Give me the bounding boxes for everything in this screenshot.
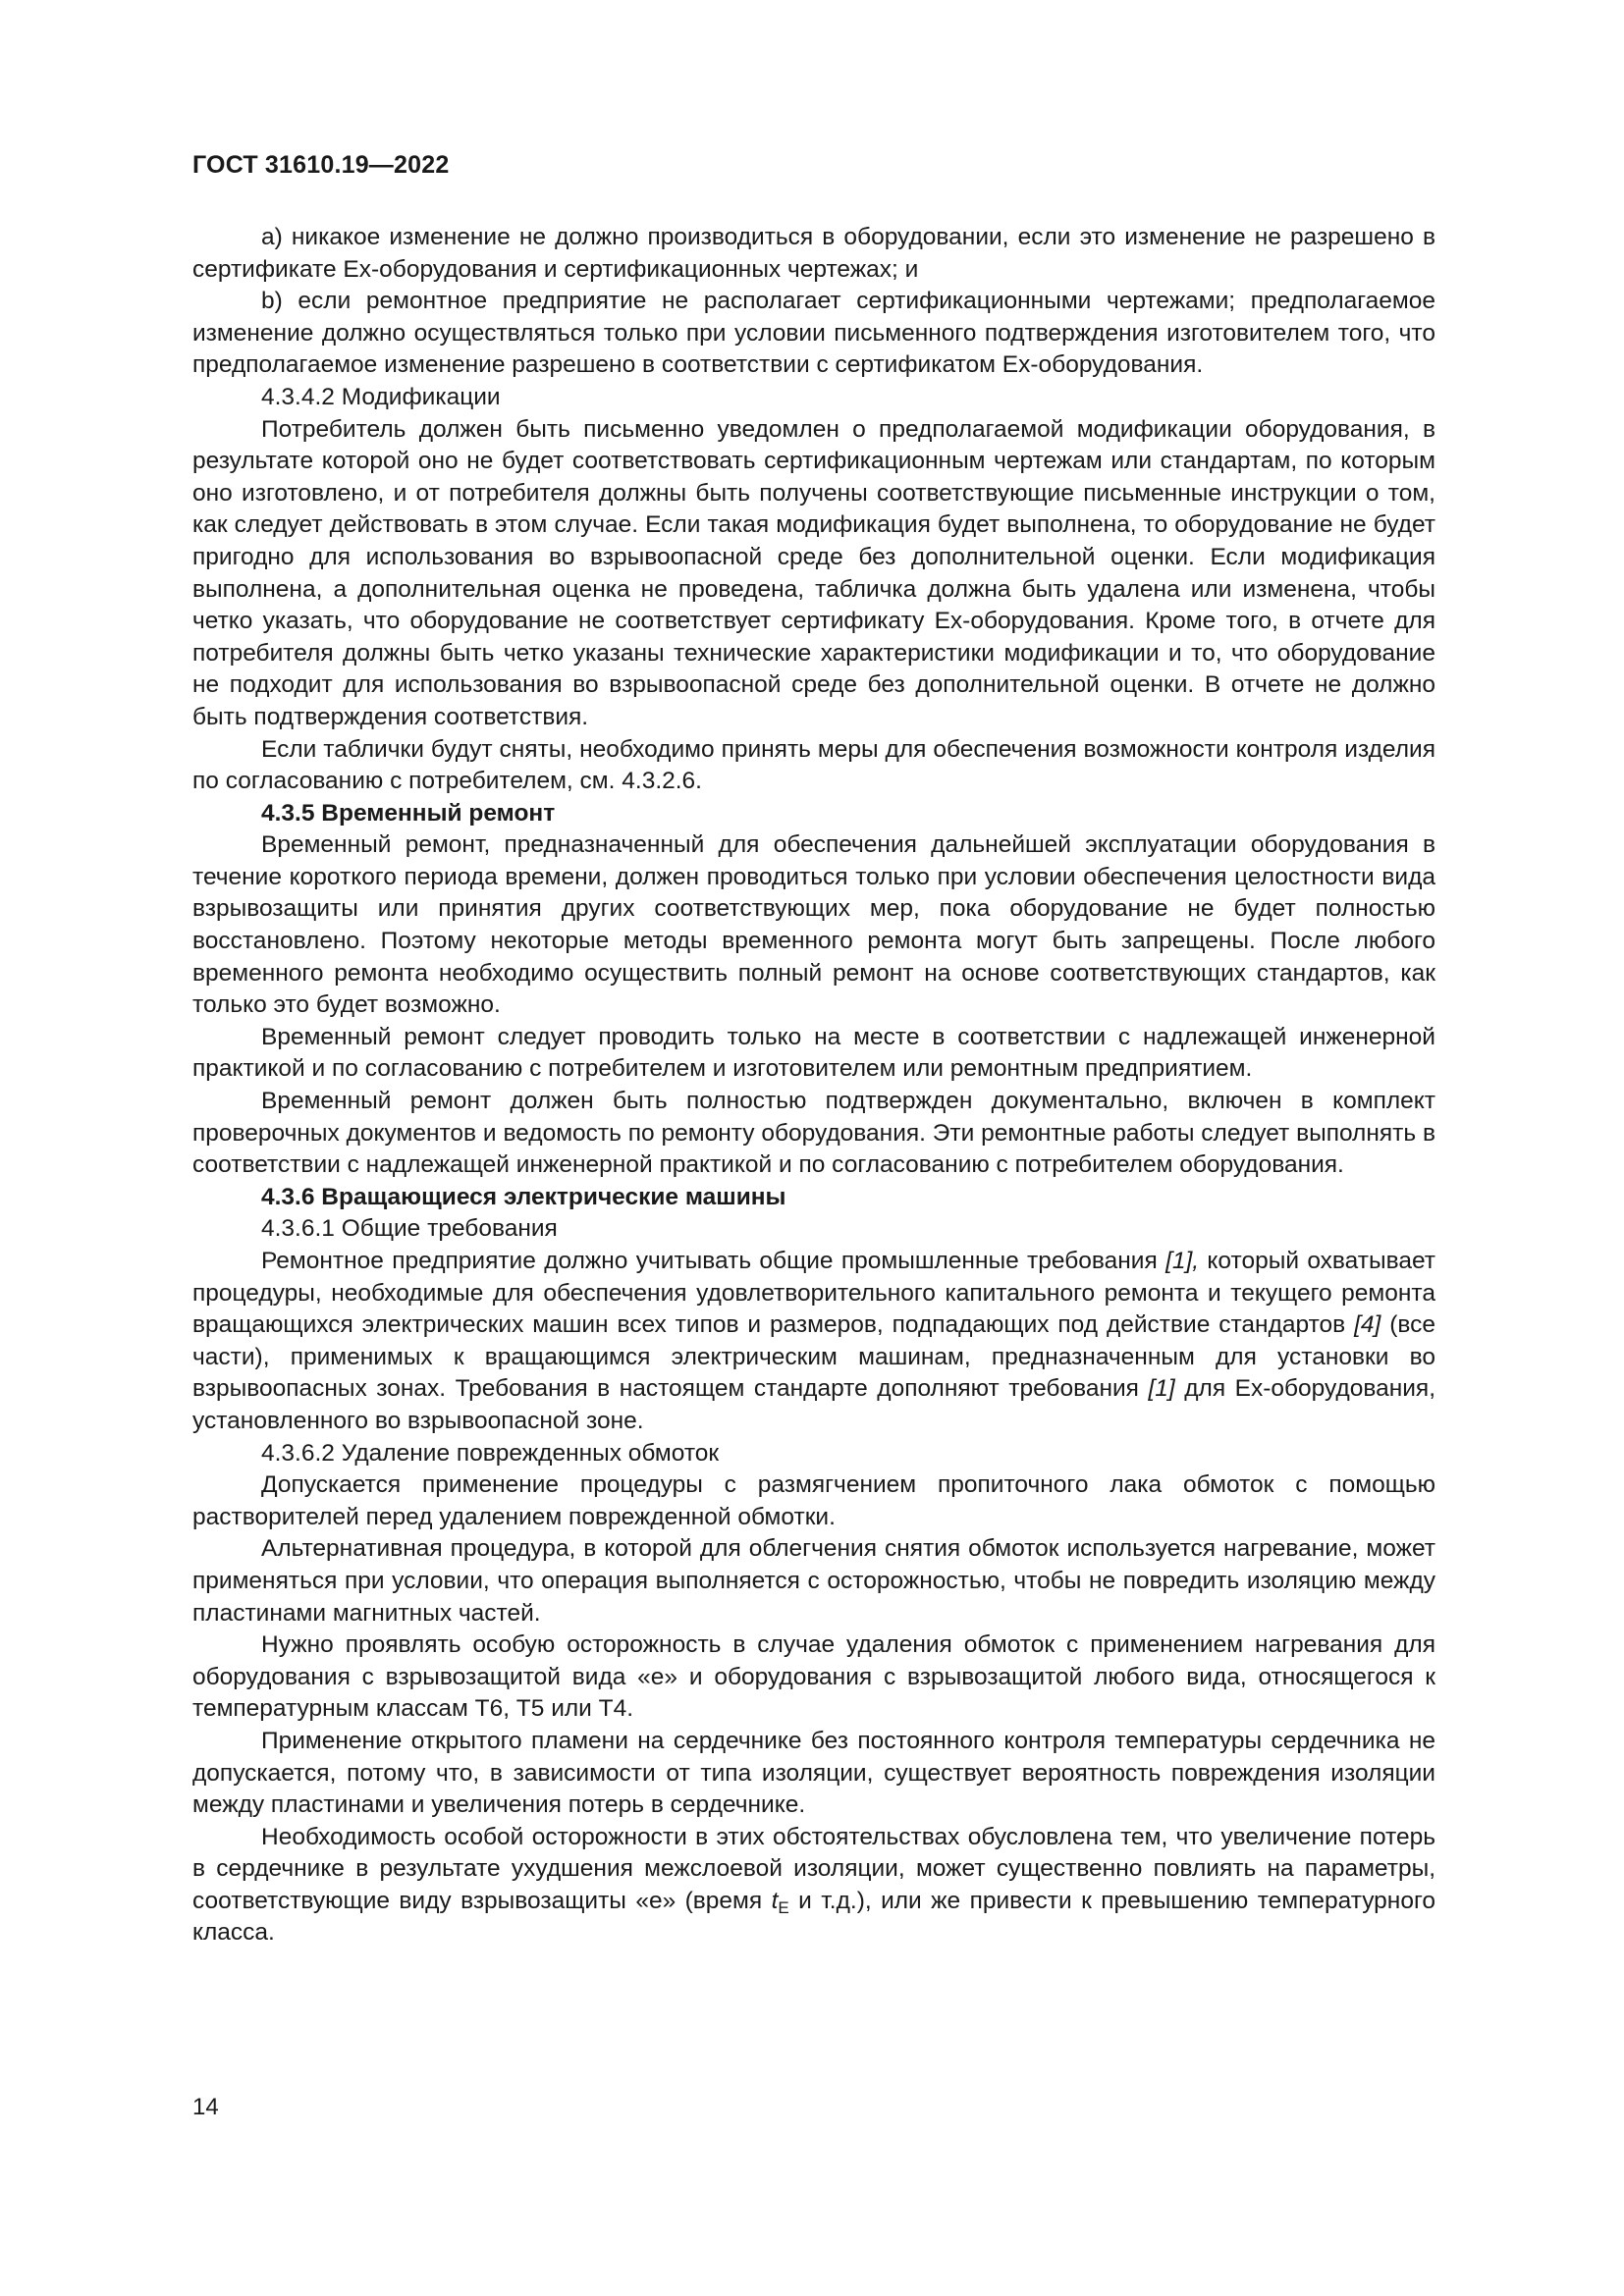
document-header: ГОСТ 31610.19—2022	[192, 151, 450, 179]
reference-4: [4]	[1354, 1311, 1381, 1339]
paragraph: Нужно проявлять особую осторожность в случае удаления обмоток с применением нагревания для оборудования с взрывозащитой вида «е» и оборудования с взрывозащитой любого вида, относящегося к температурным классам Т6, Т5 или Т4.	[192, 1631, 1435, 1723]
reference-1: [1],	[1165, 1248, 1200, 1274]
paragraph: Допускается применение процедуры с размягчением пропиточного лака обмоток с помощью растворителей перед удалением поврежденной обмотки.	[192, 1471, 1435, 1530]
paragraph: Временный ремонт должен быть полностью подтвержден документально, включен в комплект проверочных документов и ведомость по ремонту оборудования. Эти ремонтные работы следует выполнять в соответствии с надлежащей инженерной практикой и по согласованию с потребителем оборудования.	[192, 1088, 1435, 1179]
text-run: и т.д.), или же привести к превышению температурного класса.	[192, 1887, 1435, 1947]
text-run: для Ex-оборудования, установленного во взрывоопасной зоне.	[192, 1375, 1436, 1434]
section-heading-4-3-6: 4.3.6 Вращающиеся электрические машины	[261, 1183, 786, 1210]
paragraph: Временный ремонт, предназначенный для обеспечения дальнейшей эксплуатации оборудования в течение короткого периода времени, должен проводиться только при условии обеспечения целостности вида взрывозащиты или принятия других соответствующих мер, пока оборудование не будет полностью восстановлено. Поэтому некоторые методы временного ремонта могут быть запрещены. После любого временного ремонта необходимо осуществить полный ремонт на основе соответствующих стандартов, как только это будет возможно.	[192, 831, 1435, 1019]
list-item-b: b) если ремонтное предприятие не располагает сертификационными чертежами; предполагаемое изменение должно осуществляться только при условии письменного подтверждения изготовителем того, что предполагаемое изменение разрешено в соответствии с сертификатом Ex-оборудования.	[192, 288, 1435, 379]
text-run: (все части), применимых к вращающимся электрическим машинам, предназначенным для установки во взрывоопасных зонах. Требования в настоящем стандарте дополняют требования	[192, 1311, 1435, 1403]
paragraph: Применение открытого пламени на сердечнике без постоянного контроля температуры сердечника не допускается, потому что, в зависимости от типа изоляции, существует вероятность повреждения изоляции между пластинами и увеличения потерь в сердечнике.	[192, 1727, 1435, 1819]
text-run: Необходимость особой осторожности в этих обстоятельствах обусловлена тем, что увеличение потерь в сердечнике в результате ухудшения межслоевой изоляции, может существенно повлиять на параметры, соответствующие виду взрывозащиты «е» (время	[192, 1823, 1435, 1914]
page-number: 14	[192, 2094, 219, 2120]
paragraph: Если таблички будут сняты, необходимо принять меры для обеспечения возможности контроля изделия по согласованию с потребителем, см. 4.3.2.6.	[192, 735, 1435, 795]
paragraph: Временный ремонт следует проводить только на месте в соответствии с надлежащей инженерной практикой и по согласованию с потребителем и изготовителем или ремонтным предприятием.	[192, 1023, 1435, 1083]
paragraph-general-requirements	[192, 1246, 1435, 1438]
subsection-title-4-3-4-2: 4.3.4.2 Модификации	[261, 383, 501, 410]
paragraph: Потребитель должен быть письменно уведомлен о предполагаемой модификации оборудования, в результате которой оно не будет соответствовать сертификационным чертежам или стандартам, по которым оно изготовлено, и от потребителя должны быть получены соответствующие письменные инструкции о том, как следует действовать в этом случае. Если такая модификация будет выполнена, то оборудование не будет пригодно для использования во взрывоопасной среде без дополнительной оценки. Если модификация выполнена, а дополнительная оценка не проведена, табличка должна быть удалена или изменена, чтобы четко указать, что оборудование не соответствует сертификату Ex-оборудования. Кроме того, в отчете для потребителя должны быть четко указаны технические характеристики модификации и то, что оборудование не подходит для использования во взрывоопасной среде без дополнительной оценки. В отчете не должно быть подтверждения соответствия.	[192, 415, 1435, 730]
paragraph: Альтернативная процедура, в которой для облегчения снятия обмоток используется нагревание, может применяться при условии, что операция выполняется с осторожностью, чтобы не повредить изоляцию между пластинами магнитных частей.	[192, 1535, 1435, 1627]
reference-1: [1]	[1148, 1375, 1175, 1403]
text-run: который охватывает процедуры, необходимые для обеспечения удовлетворительного капитального ремонта и текущего ремонта вращающихся электрических машин всех типов и размеров, подпадающих под действие стандартов	[192, 1248, 1435, 1339]
document-body	[192, 222, 1435, 1949]
text-run: Ремонтное предприятие должно учитывать общие промышленные требования	[261, 1248, 1166, 1274]
list-item-a: a) никакое изменение не должно производиться в оборудовании, если это изменение не разрешено в сертификате Ex-оборудования и сертификационных чертежах; и	[192, 224, 1435, 283]
section-heading-4-3-5: 4.3.5 Временный ремонт	[261, 799, 556, 827]
subsection-title-4-3-6-2: 4.3.6.2 Удаление поврежденных обмоток	[261, 1439, 720, 1467]
time-symbol: t	[771, 1887, 779, 1914]
time-symbol-subscript: E	[778, 1897, 789, 1917]
subsection-title-4-3-6-1: 4.3.6.1 Общие требования	[261, 1215, 558, 1243]
paragraph-core-losses	[192, 1822, 1435, 1949]
